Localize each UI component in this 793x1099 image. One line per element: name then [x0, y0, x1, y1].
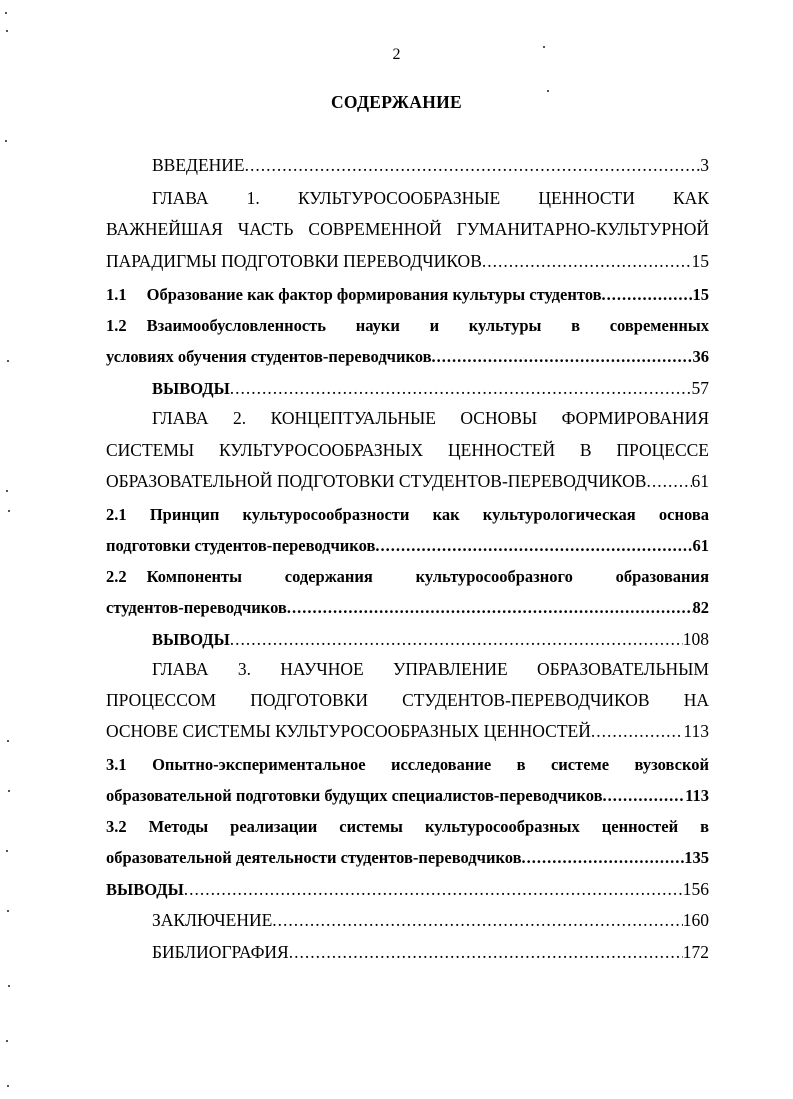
toc-leader	[245, 155, 701, 176]
scan-speck	[8, 985, 10, 987]
toc-leader	[375, 536, 692, 556]
toc-num: 2.2	[106, 567, 127, 586]
toc-section-1-2-line1[interactable]	[106, 316, 709, 336]
toc-num: 1.2	[106, 316, 127, 335]
toc-page: 36	[692, 347, 709, 366]
toc-label: условиях обучения студентов-переводчиков	[106, 347, 432, 366]
toc-page: 160	[682, 910, 709, 930]
page-title: СОДЕРЖАНИЕ	[330, 92, 462, 112]
scan-speck	[6, 490, 8, 492]
toc-leader	[646, 471, 691, 492]
scan-speck	[6, 1040, 8, 1042]
scan-speck	[7, 910, 9, 912]
scan-speck	[543, 46, 545, 48]
scan-speck	[7, 1085, 9, 1087]
toc-entry-conclusion[interactable]	[152, 910, 709, 931]
toc-section-3-2-line1[interactable]: 3.2 Методы реализации системы культуросообразных ценностей в	[106, 817, 709, 836]
toc-chapter2-line3[interactable]	[106, 471, 709, 492]
toc-label: ЗАКЛЮЧЕНИЕ	[152, 910, 273, 930]
toc-label: ВВЕДЕНИЕ	[152, 155, 245, 175]
toc-page: 156	[682, 879, 709, 899]
toc-label: ВЫВОДЫ	[152, 379, 230, 398]
toc-leader	[591, 721, 684, 742]
toc-page: 135	[684, 848, 709, 867]
toc-label: ВЫВОДЫ	[106, 880, 184, 899]
toc-label: Образование как фактор формирования культуры студентов	[146, 285, 602, 304]
toc-section-1-2-line2[interactable]	[106, 347, 709, 367]
toc-leader	[432, 347, 693, 367]
scan-speck	[8, 510, 10, 512]
toc-section-3-2-line2[interactable]	[106, 848, 709, 868]
toc-label: ОСНОВЕ СИСТЕМЫ КУЛЬТУРОСООБРАЗНЫХ ЦЕННОСТЕЙ	[106, 721, 591, 741]
toc-label: студентов-переводчиков	[106, 598, 287, 617]
toc-page: 3	[700, 155, 709, 175]
toc-conclusions-3[interactable]	[106, 879, 709, 900]
toc-page: 61	[691, 471, 709, 491]
scan-speck	[547, 90, 549, 92]
toc-conclusions-1[interactable]	[152, 378, 709, 399]
toc-section-3-1-line1[interactable]: 3.1 Опытно-экспериментальное исследование в системе вузовской	[106, 755, 709, 774]
toc-leader	[230, 629, 683, 650]
toc-chapter2-line2[interactable]: СИСТЕМЫ КУЛЬТУРОСООБРАЗНЫХ ЦЕННОСТЕЙ В ПРОЦЕССЕ	[106, 440, 709, 460]
toc-entry-introduction[interactable]	[152, 155, 709, 176]
toc-label: Взаимообусловленность науки и культуры в современных	[146, 316, 709, 335]
toc-chapter1-line1[interactable]: ГЛАВА 1. КУЛЬТУРОСООБРАЗНЫЕ ЦЕННОСТИ КАК	[152, 188, 709, 208]
toc-leader	[602, 285, 693, 305]
toc-section-3-1-line2[interactable]	[106, 786, 709, 806]
toc-label: БИБЛИОГРАФИЯ	[152, 942, 289, 962]
toc-leader	[482, 251, 692, 272]
toc-chapter2-line1[interactable]: ГЛАВА 2. КОНЦЕПТУАЛЬНЫЕ ОСНОВЫ ФОРМИРОВАНИЯ	[152, 408, 709, 428]
toc-page: 57	[691, 378, 709, 398]
toc-chapter1-line2[interactable]: ВАЖНЕЙШАЯ ЧАСТЬ СОВРЕМЕННОЙ ГУМАНИТАРНО-КУЛЬТУРНОЙ	[106, 219, 709, 239]
toc-label: образовательной подготовки будущих специалистов-переводчиков	[106, 786, 603, 805]
toc-page: 113	[683, 721, 709, 741]
page-number: 2	[392, 46, 401, 63]
toc-label: образовательной деятельности студентов-переводчиков	[106, 848, 522, 867]
toc-page: 82	[692, 598, 709, 617]
toc-leader	[230, 378, 692, 399]
toc-section-2-1-line1[interactable]: 2.1 Принцип культуросообразности как культурологическая основа	[106, 505, 709, 524]
toc-chapter3-line2[interactable]: ПРОЦЕССОМ ПОДГОТОВКИ СТУДЕНТОВ-ПЕРЕВОДЧИКОВ НА	[106, 690, 709, 710]
scan-speck	[6, 30, 8, 32]
toc-num: 1.1	[106, 285, 127, 304]
toc-page: 15	[691, 251, 709, 271]
toc-section-2-1-line2[interactable]	[106, 536, 709, 556]
toc-label: ПАРАДИГМЫ ПОДГОТОВКИ ПЕРЕВОДЧИКОВ	[106, 251, 482, 271]
toc-leader	[602, 786, 685, 806]
scan-speck	[5, 12, 7, 14]
toc-label: ВЫВОДЫ	[152, 630, 230, 649]
toc-leader	[184, 879, 683, 900]
scan-speck	[8, 790, 10, 792]
toc-page: 113	[685, 786, 709, 805]
toc-label: Компоненты содержания культуросообразного образования	[146, 567, 709, 586]
toc-label: ОБРАЗОВАТЕЛЬНОЙ ПОДГОТОВКИ СТУДЕНТОВ-ПЕРЕВОДЧИКОВ	[106, 471, 647, 491]
toc-page: 172	[682, 942, 709, 962]
toc-label: подготовки студентов-переводчиков	[106, 536, 376, 555]
toc-entry-bibliography[interactable]	[152, 942, 709, 963]
scan-speck	[7, 360, 9, 362]
toc-section-2-2-line1[interactable]	[106, 567, 709, 587]
toc-chapter3-line3[interactable]	[106, 721, 709, 742]
scan-speck	[7, 740, 9, 742]
toc-leader	[272, 910, 682, 931]
toc-leader	[289, 942, 683, 963]
toc-page: 61	[692, 536, 709, 555]
toc-chapter1-line3[interactable]	[106, 251, 709, 272]
toc-conclusions-2[interactable]	[152, 629, 709, 650]
toc-section-2-2-line2[interactable]	[106, 598, 709, 618]
toc-page: 108	[682, 629, 709, 649]
toc-leader	[522, 848, 685, 868]
scan-speck	[6, 850, 8, 852]
scan-speck	[5, 140, 7, 142]
toc-page: 15	[692, 285, 709, 304]
toc-chapter3-line1[interactable]: ГЛАВА 3. НАУЧНОЕ УПРАВЛЕНИЕ ОБРАЗОВАТЕЛЬНЫМ	[152, 659, 709, 679]
toc-leader	[287, 598, 693, 618]
toc-section-1-1[interactable]	[106, 285, 709, 305]
